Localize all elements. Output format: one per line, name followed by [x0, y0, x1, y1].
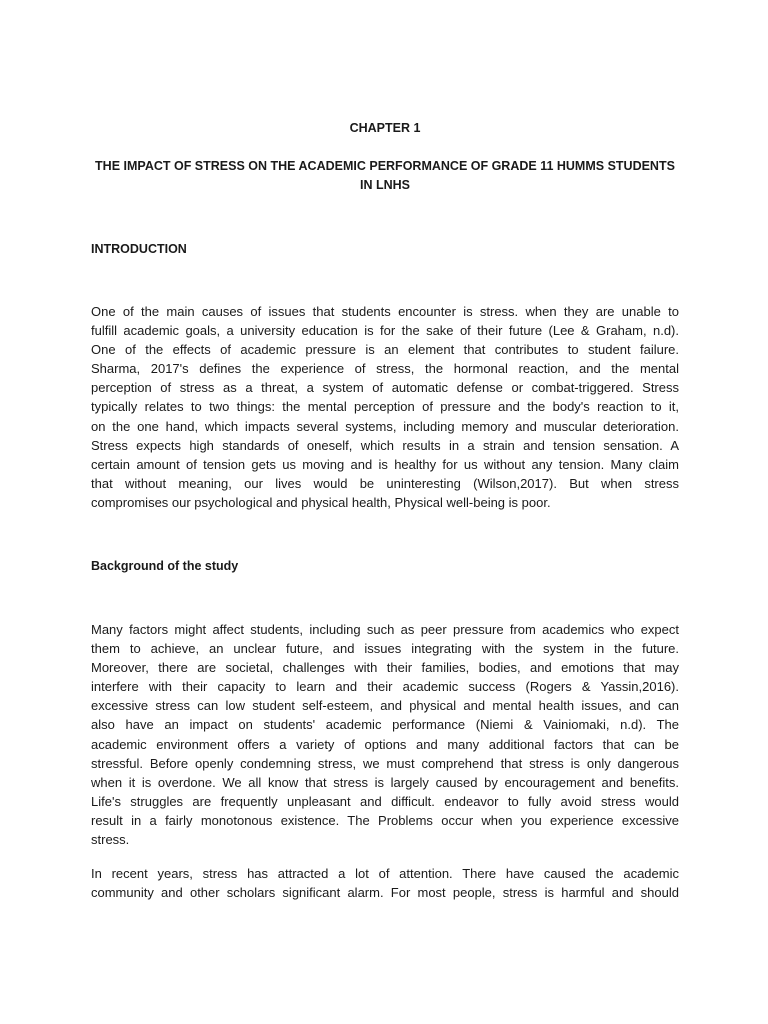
introduction-paragraph	[91, 302, 679, 512]
paragraph-line: certain amount of tension gets us moving and is healthy for us without any tension. Many claim	[91, 456, 679, 472]
document-title-line-2: IN LNHS	[360, 178, 410, 192]
paragraph-line: perception of stress as a threat, a system of automatic defense or combat-triggered. Stress	[91, 380, 679, 396]
paragraph-line: that without meaning, our lives would be uninteresting (Wilson,2017). But when stress	[91, 475, 679, 491]
paragraph-line: also have an impact on students' academic performance (Niemi & Vainiomaki, n.d). The	[91, 717, 679, 733]
paragraph-line: interfere with their capacity to learn and their academic success (Rogers & Yassin,2016).	[91, 679, 679, 695]
paragraph-line: One of the main causes of issues that students encounter is stress. when they are unable to	[91, 304, 679, 319]
paragraph-line: Sharma, 2017's defines the experience of stress, the hormonal reaction, and the mental	[91, 361, 679, 377]
recent-years-paragraph	[91, 864, 679, 902]
paragraph-line: fulfill academic goals, a university education is for the sake of their future (Lee & Graham, n.d).	[91, 323, 679, 339]
paragraph-line: community and other scholars significant alarm. For most people, stress is harmful and should	[91, 885, 679, 901]
chapter-heading: CHAPTER 1	[349, 121, 421, 135]
paragraph-line: Many factors might affect students, including such as peer pressure from academics who expect	[91, 622, 679, 637]
paragraph-line: Life's struggles are frequently unpleasant and difficult. endeavor to fully avoid stress would	[91, 793, 679, 809]
paragraph-line: excessive stress can low student self-esteem, and physical and mental health issues, and can	[91, 698, 679, 714]
paragraph-line: Moreover, there are societal, challenges with their families, bodies, and emotions that may	[91, 660, 679, 676]
document-title-line-1: THE IMPACT OF STRESS ON THE ACADEMIC PERFORMANCE OF GRADE 11 HUMMS STUDENTS	[95, 159, 675, 173]
paragraph-line: when it is overdone. We all know that stress is largely caused by encouragement and benefits.	[91, 774, 679, 790]
background-heading: Background of the study	[91, 559, 239, 573]
paragraph-line: stressful. Before openly condemning stress, we must comprehend that stress is only dangerous	[91, 755, 679, 771]
paragraph-line: Stress expects high standards of oneself, which results in a strain and tension sensation. A	[91, 437, 679, 453]
paragraph-line: compromises our psychological and physical health, Physical well-being is poor.	[91, 494, 551, 510]
background-paragraph	[91, 620, 679, 849]
paragraph-line: In recent years, stress has attracted a lot of attention. There have caused the academic	[91, 866, 679, 881]
paragraph-line: on the one hand, which impacts several systems, including memory and muscular deterioration.	[91, 418, 679, 434]
paragraph-line: One of the effects of academic pressure is an element that contributes to student failure.	[91, 342, 679, 358]
paragraph-line: typically relates to two things: the mental perception of pressure and the body's reaction to it,	[91, 399, 679, 415]
introduction-heading: INTRODUCTION	[91, 242, 187, 256]
paragraph-line: academic environment offers a variety of options and many additional factors that can be	[91, 736, 679, 752]
paragraph-line: result in a fairly monotonous existence. The Problems occur when you experience excessive	[91, 812, 679, 828]
paragraph-line: them to achieve, an unclear future, and issues integrating with the system in the future.	[91, 641, 679, 657]
paragraph-line: stress.	[91, 832, 130, 848]
